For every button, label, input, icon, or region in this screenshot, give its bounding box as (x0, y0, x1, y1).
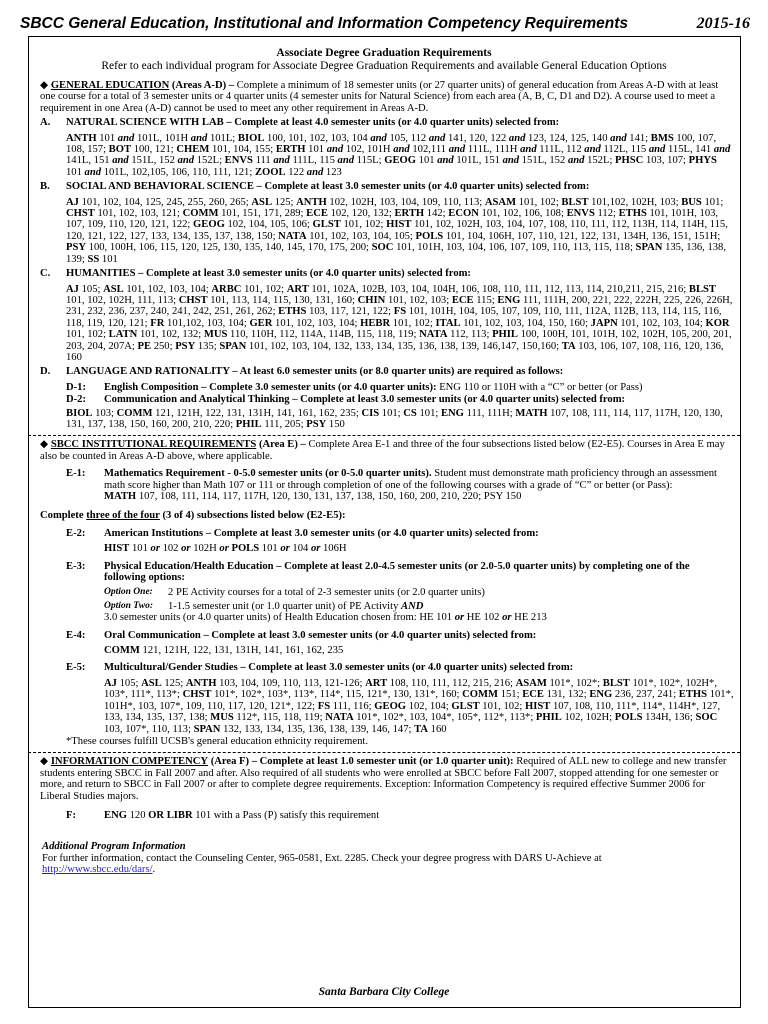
section-d (34, 366, 734, 430)
info-body: Required of ALL new to college and new transfer students entering SBCC in Fall 2007 and after. Also required of all students who were enrolled at SBCC before Fall 2007, stopped attending for one semester or more, and return to SBCC in Fall 2007 or after to complete degree requirements. Exception: Information Competency is required effective Summer 2006 for Liberal Studies majors. (40, 756, 727, 802)
section-a-courses: ANTH 101 and 101L, 101H and 101L; BIOL 100, 101, 102, 103, 104 and 105, 112 and 141, 120, 122 and 123, 124, 125, 140 and 141; BMS 100, 107, 108, 157; BOT 100, 121; CHEM 101, 104, 155; ERTH 101 and 102, 101H and 102,111 and 111L, 111H and 111L, 112 and 112L, 115 and 115L, 141 and 141L, 151 and 151L, 152 and 152L; ENVS 111 and 111L, 115 and 115L; GEOG 101 and 101L, 151 and 151L, 152 and 152L; PHSC 103, 107; PHYS 101 and 101L, 102,105, 106, 110, 111, 121; ZOOL 122 and 123 (66, 132, 731, 178)
header-title: SBCC General Education, Institutional and Information Competency Requirements (20, 15, 629, 32)
option-three-text: 3.0 semester units (or 4.0 quarter units) of Health Education chosen from: HE 101 or HE 102 or HE 213 (104, 612, 547, 624)
additional-heading: Additional Program Information (42, 841, 186, 853)
section-c (34, 268, 734, 363)
e3-code: E-3: (66, 560, 86, 572)
section-b-courses: AJ 101, 102, 104, 125, 245, 255, 260, 265; ASL 125; ANTH 102, 102H, 103, 104, 109, 110, 113; ASAM 101, 102; BLST 101,102, 102H, 103; BUS 101; CHST 101, 102, 103, 121; COMM 101, 151, 171, 289; ECE 102, 120, 132; ERTH 142; ECON 101, 102, 106, 108; ENVS 112; ETHS 101, 101H, 103, 107, 109, 110, 120, 121, 122; GEOG 102, 104, 105, 106; GLST 101, 102; HIST 101, 102, 102H, 103, 104, 107, 108, 110, 111, 112, 113H, 114, 114H, 115, 120, 121, 122, 127, 133, 134, 135, 137, 138, 150; NATA 101, 102, 103, 104, 105; POLS 101, 104, 106H, 107, 110, 121, 122, 131, 134H, 136, 151, 151H; PSY 100, 100H, 106, 115, 120, 125, 130, 135, 140, 145, 170, 175, 200; SOC 101, 101H, 103, 104, 106, 107, 109, 110, 113, 115, 118; SPAN 135, 136, 138, 139; SS 101 (66, 196, 728, 265)
e1-body: Student must demonstrate math proficiency through an assessment math score higher than Math 107 or 111 or through completion of one of the following courses with a grade of “C” or better (or Pass): (104, 468, 717, 491)
divider (28, 435, 740, 436)
inst-intro (40, 439, 734, 462)
e5-row (66, 662, 734, 734)
e5-courses: AJ 105; ASL 125; ANTH 103, 104, 109, 110, 113, 121-126; ART 108, 110, 111, 112, 215, 216; ASAM 101*, 102*; BLST 101*, 102*, 102H*, 103*, 111*, 113*; CHST 101*, 102*, 103*, 113*, 114*, 115, 121*, 130, 131*, 160; COMM 151; ECE 131, 132; ENG 236, 237, 241; ETHS 101*, 101H*, 103, 107*, 109, 110, 117, 120, 121*, 122; FS 111, 116; GEOG 102, 104; GLST 101, 102; HIST 107, 108, 110, 111*, 114*, 114H*, 127, 133, 134, 135, 137, 138; MUS 112*, 115, 118, 119; NATA 101*, 102*, 103, 104*, 105*, 112*, 113*; PHIL 102, 102H; POLS 134H, 136; SOC 103, 107*, 110, 113; SPAN 132, 133, 134, 135, 136, 138, 139, 146, 147; TA 160 (104, 677, 734, 735)
diamond-bullet-icon: ◆ (40, 80, 49, 91)
additional-info (42, 841, 734, 875)
f-code: F: (66, 809, 76, 821)
d1-code: D-1: (66, 381, 87, 393)
document-body (34, 47, 734, 876)
ge-body: Complete a minimum of 18 semester units (or 27 quarter units) of general education from Areas A-D with at least one course for a total of 3 semester units or 4 quarter units (4 semester units for Natural Science) from each area (A, B, C, D1 and D2). A course used to meet a requirement in one Area (A-D) cannot be used to meet any other requirement in Areas A-D. (40, 80, 719, 114)
info-area: (Area F) – Complete at least 1.0 semester unit (or 1.0 quarter unit): (210, 756, 514, 768)
section-d-heading: LANGUAGE AND RATIONALITY – At least 6.0 semester units (or 8.0 quarter units) are required as follows: (66, 366, 564, 378)
option-one-text: 2 PE Activity courses for a total of 2-3 semester units (or 2.0 quarter units) (168, 587, 485, 599)
f-text: ENG 120 OR LIBR 101 with a Pass (P) satisfy this requirement (104, 809, 380, 821)
inst-area: (Area E) – (258, 439, 306, 451)
e3-heading: Physical Education/Health Education – Complete at least 2.0-4.5 semester units (or 2.0-5.0 quarter units) by completing one of the following options: (104, 560, 690, 584)
d1-row (66, 382, 734, 393)
f-row (66, 810, 734, 821)
section-b (34, 181, 734, 265)
e5-heading: Multicultural/Gender Studies – Complete at least 3.0 semester units (or 4.0 quarter units) selected from: (104, 662, 574, 674)
e2-row (66, 528, 734, 555)
e1-courses-label: MATH (104, 491, 137, 502)
d2-code: D-2: (66, 394, 87, 406)
e4-code: E-4: (66, 629, 86, 641)
ge-title: GENERAL EDUCATION (50, 80, 170, 91)
page-footer: Santa Barbara City College (318, 986, 450, 998)
section-d-letter: D. (40, 366, 51, 378)
section-c-heading: HUMANITIES – Complete at least 3.0 semester units (or 4.0 quarter units) selected from: (66, 268, 471, 280)
section-b-heading: SOCIAL AND BEHAVIORAL SCIENCE – Complete at least 3.0 semester units (or 4.0 quarter units) selected from: (66, 181, 590, 193)
e1-code: E-1: (66, 468, 86, 480)
e-note: Complete three of the four (3 of 4) subsections listed below (E2-E5): (40, 510, 346, 522)
dars-link[interactable]: http://www.sbcc.edu/dars/ (42, 864, 153, 876)
option-two-text: 1-1.5 semester unit (or 1.0 quarter unit) of PE Activity (168, 600, 399, 612)
e2-code: E-2: (66, 527, 86, 539)
diamond-bullet-icon: ◆ (40, 756, 49, 768)
e3-row: E-3: Physical Education/Health Education – Complete at least 2.0-4.5 semester units (or 2.0-5.0 quarter units) by completing one of the following options: Option One: 2 PE Activity courses for a total of 2-3 semester units (or 2.0 quarter units) Option Two: 1-1.5 semester unit (or 1.0 quarter unit) of PE Activity AND 3.0 semester units (or 4.0 quarter units) of Health Education chosen from: HE 101 or HE 102 or HE 213 (66, 561, 734, 624)
inst-title: SBCC INSTITUTIONAL REQUIREMENTS (50, 439, 257, 451)
section-a-heading: NATURAL SCIENCE WITH LAB – Complete at least 4.0 semester units (or 4.0 quarter units) selected from: (66, 117, 560, 129)
e2-courses: HIST 101 or 102 or 102H or POLS 101 or 104 or 106H (104, 543, 347, 555)
e1-heading: Mathematics Requirement - 0-5.0 semester units (or 0-5.0 quarter units). (104, 468, 432, 480)
divider (28, 752, 740, 753)
info-title: INFORMATION COMPETENCY (50, 756, 209, 768)
diamond-bullet-icon: ◆ (40, 439, 49, 451)
additional-body: For further information, contact the Counseling Center, 965-0581, Ext. 2285. Check your degree progress with DARS U-Achieve at http://www.sbcc.edu/dars/. (42, 852, 602, 876)
section-a (34, 117, 734, 178)
page-subtitle: Refer to each individual program for Associate Degree Graduation Requirements and available General Education Options (101, 60, 667, 72)
section-b-letter: B. (40, 181, 50, 193)
section-c-courses: AJ 105; ASL 101, 102, 103, 104; ARBC 101, 102; ART 101, 102A, 102B, 103, 104, 104H, 106, 108, 110, 111, 112, 113, 114, 210,211, 215, 216; BLST 101, 102, 102H, 111, 113; CHST 101, 113, 114, 115, 130, 131, 160; CHIN 101, 102, 103; ECE 115; ENG 111, 111H, 200, 221, 222, 222H, 225, 226, 226H, 231, 232, 236, 237, 240, 241, 242, 251, 261, 262; ETHS 103, 117, 121, 122; FS 101, 101H, 104, 105, 107, 109, 110, 111, 112A, 112B, 113, 114, 115, 116, 118, 119, 120, 121; FR 101,102, 103, 104; GER 101, 102, 103, 104; HEBR 101, 102; ITAL 101, 102, 103, 104, 150, 160; JAPN 101, 102, 103, 104; KOR 101, 102; LATN 101, 102, 132; MUS 110, 110H, 112, 114A, 114B, 115, 118, 119; NATA 112, 113; PHIL 100, 100H, 101, 101H, 102, 102H, 105, 200, 201, 203, 204, 207A; PE 250; PSY 135; SPAN 101, 102, 103, 104, 132, 133, 134, 135, 136, 138, 139, 146,147, 150,160; TA 103, 106, 107, 108, 116, 120, 136, 160 (66, 283, 733, 363)
d1-rest: ENG 110 or 110H with a “C” or better (or Pass) (439, 381, 643, 393)
ge-intro (40, 80, 734, 114)
e2-heading: American Institutions – Complete at least 3.0 semester units (or 4.0 quarter units) selected from: (104, 527, 539, 539)
e1-courses: 107, 108, 111, 114, 117, 117H, 120, 130, 131, 137, 138, 150, 160, 200, 210, 220; PSY 150 (138, 491, 522, 502)
d1-heading: English Composition – Complete 3.0 semester units (or 4.0 quarter units): (104, 381, 437, 393)
e4-heading: Oral Communication – Complete at least 3.0 semester units (or 4.0 quarter units) selected from: (104, 629, 537, 641)
page-header (14, 12, 754, 34)
e5-code: E-5: (66, 662, 86, 674)
e1-row (66, 468, 734, 502)
d2-heading: Communication and Analytical Thinking – Complete at least 3.0 semester units (or 4.0 quarter units) selected from: (104, 394, 626, 406)
e4-row: E-4: Oral Communication – Complete at least 3.0 semester units (or 4.0 quarter units) selected from: COMM 121, 121H, 122, 131, 131H, 141, 161, 162, 235 (66, 629, 537, 657)
d2-courses: BIOL 103; COMM 121, 121H, 122, 131, 131H, 141, 161, 162, 235; CIS 101; CS 101; ENG 111, 111H; MATH 107, 108, 111, 114, 117, 117H, 120, 130, 131, 137, 138, 150, 160, 200, 210, 220; PHIL 111, 205; PSY 150 (66, 407, 723, 430)
section-a-letter: A. (40, 117, 51, 129)
option-one-label: Option One: (104, 587, 153, 598)
header-year: 2015-16 (696, 15, 750, 32)
e5-note: *These courses fulfill UCSB's general education ethnicity requirement. (66, 735, 368, 747)
e4-courses: 121, 121H, 122, 131, 131H, 141, 161, 162, 235 (142, 645, 344, 657)
page-title: Associate Degree Graduation Requirements (276, 47, 492, 59)
inst-body: Complete Area E-1 and three of the four subsections listed below (E2-E5). Courses in Area E may also be counted in Areas A-D above, where applicable. (40, 439, 725, 462)
info-intro (40, 756, 734, 802)
d2-row (66, 394, 734, 405)
ge-areas: (Areas A-D) – (171, 80, 235, 91)
option-two-label: Option Two: (104, 600, 153, 611)
section-c-letter: C. (40, 268, 51, 280)
